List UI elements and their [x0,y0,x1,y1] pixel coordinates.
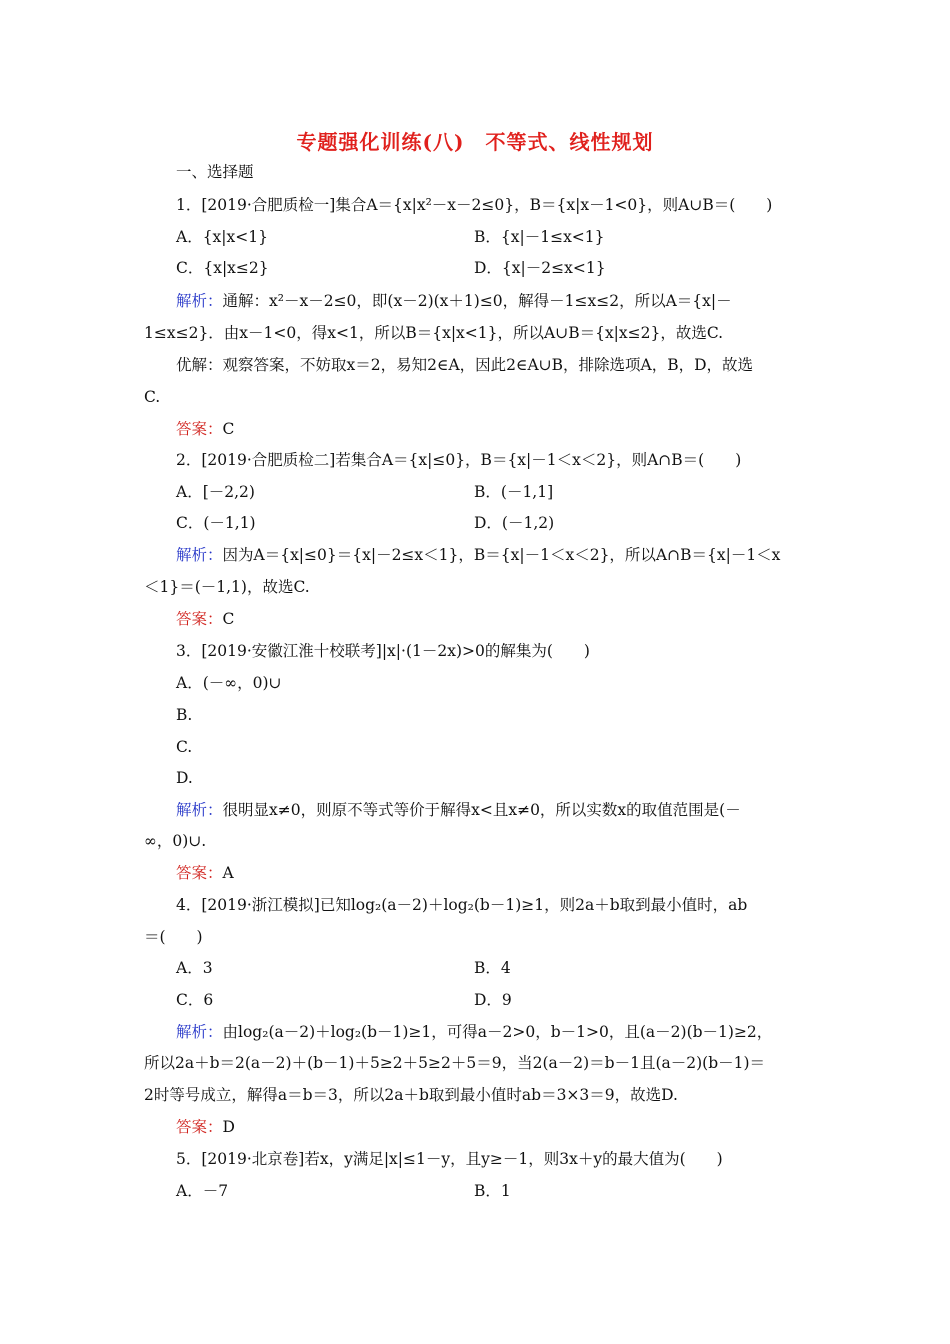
q3-analysis-text-1: 很明显x≠0，则原不等式等价于解得x<且x≠0，所以实数x的取值范围是(－ [222,801,741,819]
answer-label: 答案： [176,864,223,882]
q3-option-d: D. [176,769,193,787]
q2-answer-value: C [222,610,235,628]
q5-option-a: A．－7 [176,1182,229,1200]
q2-analysis-line-1 [176,545,810,565]
q5-stem: 5．[2019·北京卷]若x，y满足|x|≤1－y，且y≥－1，则3x＋y的最大值为( ) [176,1150,723,1168]
analysis-label: 解析： [176,292,223,310]
q3-stem: 3．[2019·安徽江淮十校联考]|x|·(1－2x)>0的解集为( ) [176,642,590,660]
q2-option-b: B．(－1,1] [474,483,554,501]
q3-option-a: A．(－∞，0)∪ [176,674,282,692]
answer-label: 答案： [176,1118,223,1136]
q2-analysis-line-2: ＜1}＝(－1,1)，故选C. [144,578,310,596]
analysis-label: 解析： [176,546,223,564]
q3-answer-value: A [222,864,234,882]
analysis-label: 解析： [176,801,223,819]
q4-analysis-text-1: 由log₂(a－2)＋log₂(b－1)≥1，可得a－2>0，b－1>0，且(a－2)(b－1)≥2， [222,1023,773,1041]
q4-analysis-line-3: 2时等号成立，解得a＝b＝3，所以2a＋b取到最小值时ab＝3×3＝9，故选D. [144,1086,678,1104]
q1-alt-line-2: C. [144,388,161,406]
q2-analysis-text-1: 因为A＝{x|≤0}＝{x|－2≤x＜1}，B＝{x|－1＜x＜2}，所以A∩B＝{x|－1＜x [222,546,781,564]
q3-analysis-line-2: ∞，0)∪. [144,832,207,850]
q1-option-c: C．{x|x≤2} [176,259,269,277]
q2-stem: 2．[2019·合肥质检二]若集合A＝{x|≤0}，B＝{x|－1＜x＜2}，则A∩B＝( ) [176,451,742,469]
q3-answer [176,863,810,883]
q1-alt-line-1: 优解：观察答案，不妨取x＝2，易知2∈A，因此2∈A∪B，排除选项A，B，D，故选 [176,356,754,374]
q1-option-d: D．{x|－2≤x<1} [474,259,606,277]
q1-analysis-line-2: 1≤x≤2}．由x－1<0，得x<1，所以B＝{x|x<1}，所以A∪B＝{x|x≤2}，故选C. [144,324,724,342]
q2-option-d: D．(－1,2) [474,514,555,532]
q4-analysis-line-1 [176,1022,810,1042]
q4-stem-line-2: ＝( ) [144,928,203,946]
q1-option-b: B．{x|－1≤x<1} [474,228,605,246]
q2-answer [176,609,810,629]
q4-option-c: C．6 [176,991,214,1009]
q3-option-b: B. [176,706,193,724]
document-title: 专题强化训练(八) 不等式、线性规划 [296,130,654,154]
q1-option-a: A．{x|x<1} [176,228,268,246]
q1-stem: 1．[2019·合肥质检一]集合A＝{x|x²－x－2≤0}，B＝{x|x－1<0}，则A∪B＝( ) [176,196,773,214]
q2-option-c: C．(－1,1) [176,514,256,532]
q4-answer-value: D [222,1118,235,1136]
q4-answer [176,1117,810,1137]
q4-option-a: A．3 [176,959,213,977]
q3-option-c: C. [176,738,193,756]
q1-answer [176,419,810,439]
q4-analysis-line-2: 所以2a＋b＝2(a－2)＋(b－1)＋5≥2＋5≥2＋5＝9，当2(a－2)＝b－1且(a－2)(b－1)＝ [144,1054,766,1072]
q2-option-a: A．[－2,2) [176,483,255,501]
q5-option-b: B．1 [474,1182,511,1200]
analysis-label: 解析： [176,1023,223,1041]
q1-analysis-line-1 [176,291,810,311]
q4-stem-line-1: 4．[2019·浙江模拟]已知log₂(a－2)＋log₂(b－1)≥1，则2a＋b取到最小值时，ab [176,896,748,914]
q1-analysis-text-1: 通解：x²－x－2≤0，即(x－2)(x＋1)≤0，解得－1≤x≤2，所以A＝{x|－ [222,292,732,310]
q1-answer-value: C [222,420,235,438]
q4-option-b: B．4 [474,959,511,977]
answer-label: 答案： [176,610,223,628]
q3-analysis-line-1 [176,800,810,820]
section-heading: 一、选择题 [176,163,254,181]
answer-label: 答案： [176,420,223,438]
q4-option-d: D．9 [474,991,512,1009]
